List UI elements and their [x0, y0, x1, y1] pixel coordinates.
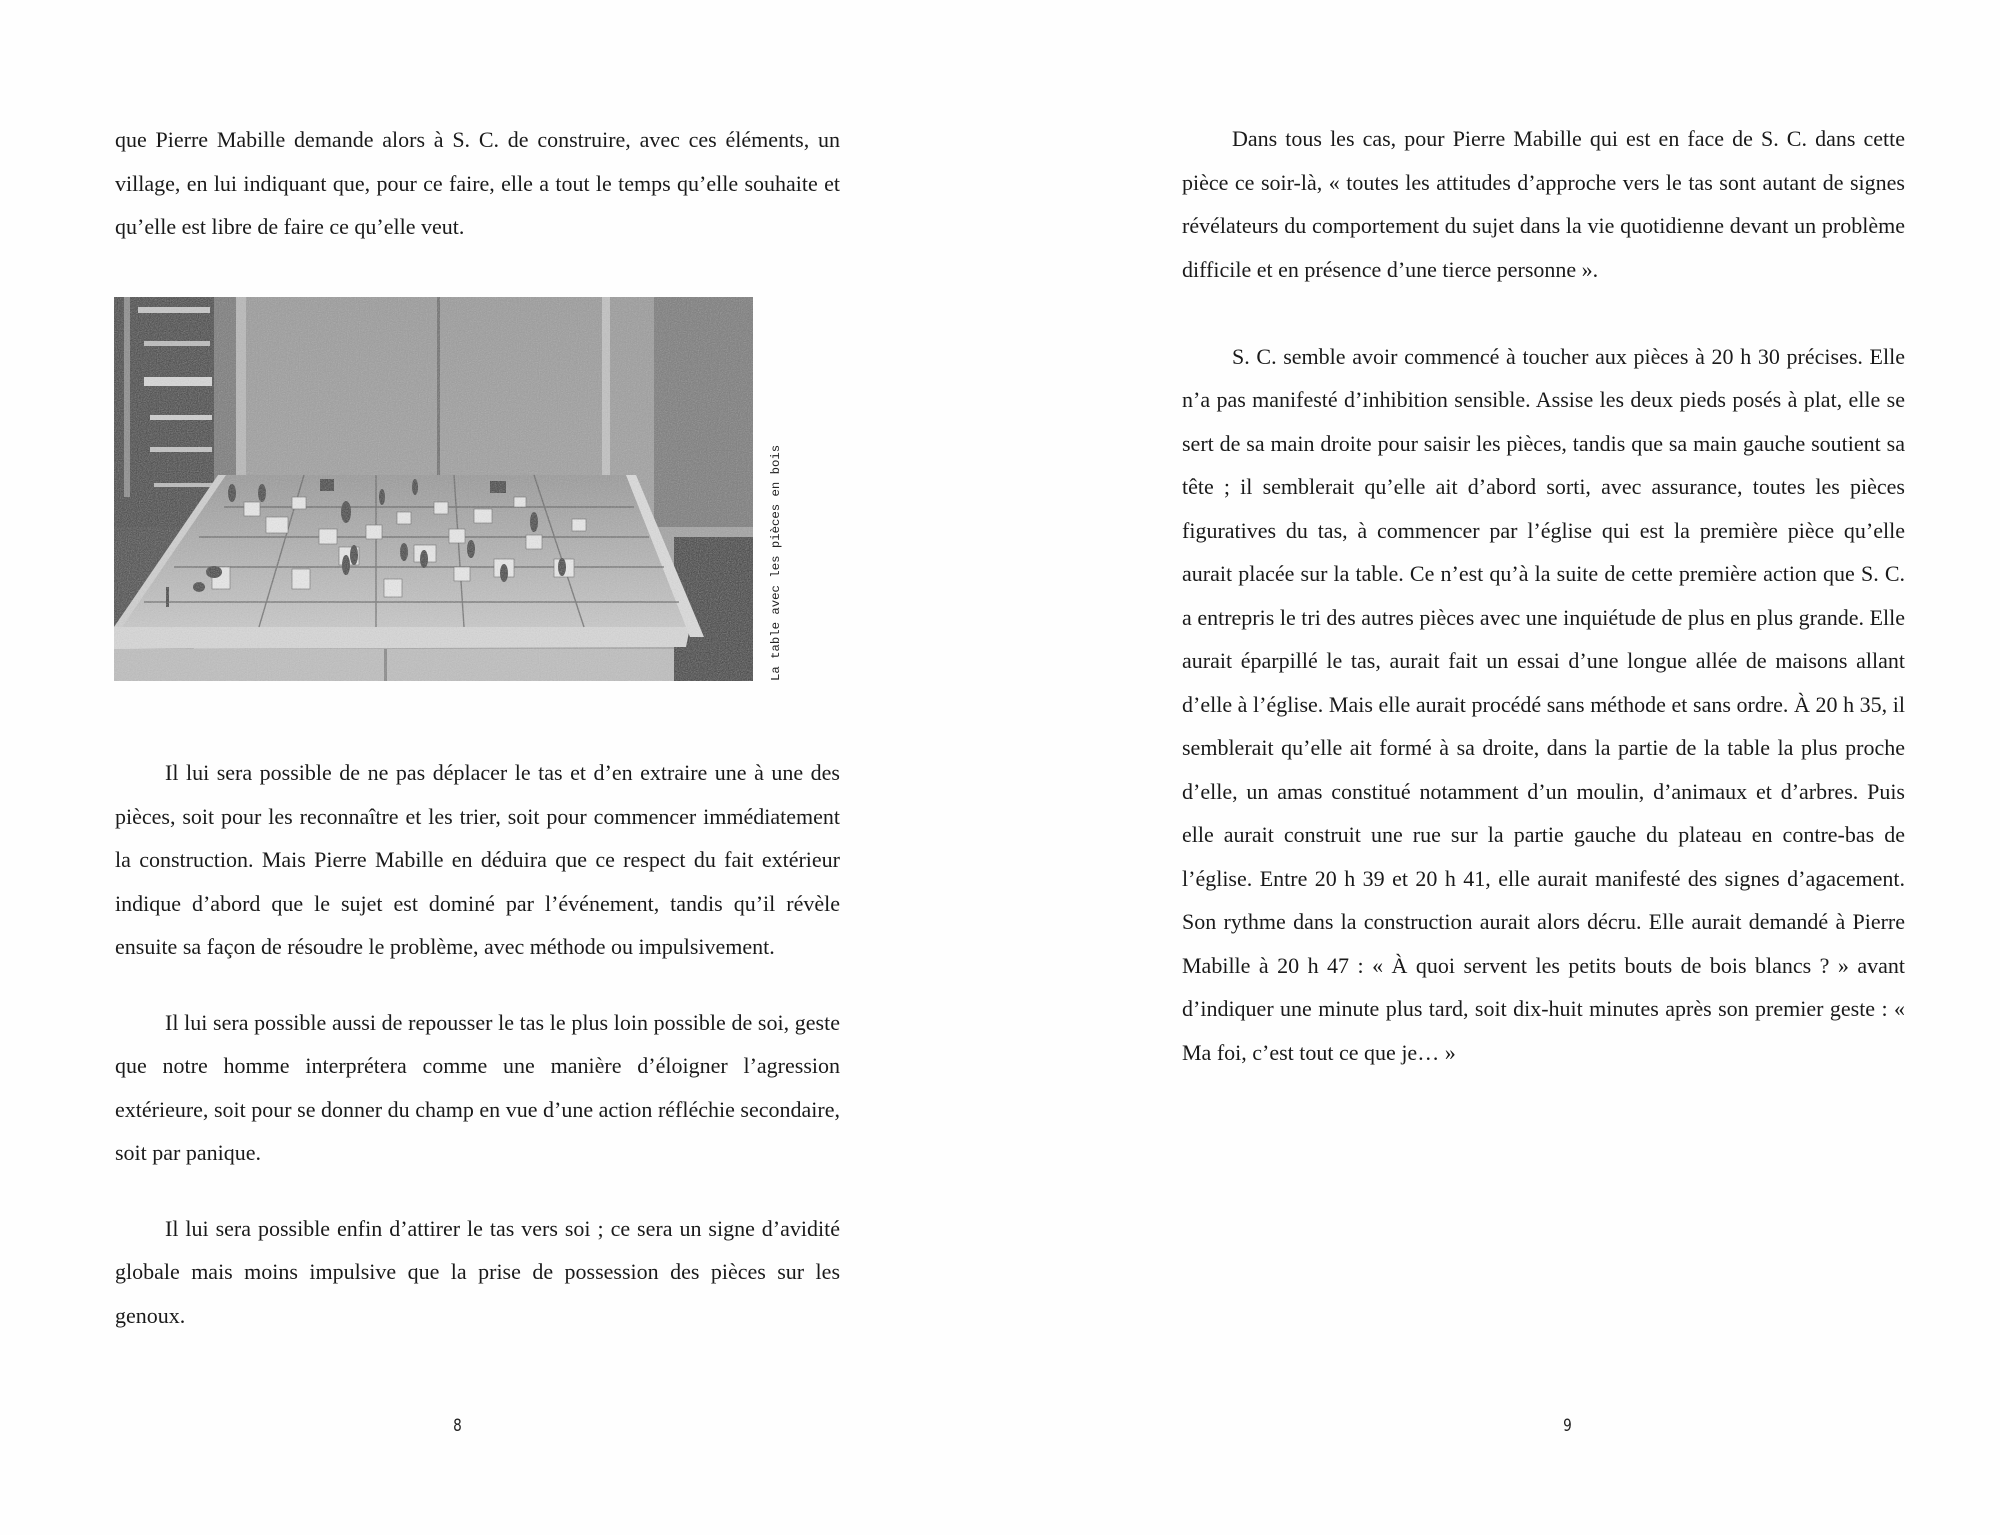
photo-table-wooden-pieces: [114, 297, 753, 681]
figure: [114, 297, 783, 681]
paragraph: Dans tous les cas, pour Pierre Mabille qui est en face de S. C. dans cette pièce ce soir-là, « toutes les attitudes d’approche vers le tas sont autant de signes révélateurs du comportement du sujet dans la vie quotidienne devant un problème difficile et en présence d’une tierce personne ».: [1182, 126, 1905, 282]
left-page-opening-text: [115, 118, 840, 249]
page-number: 9: [1563, 1416, 1572, 1436]
right-page-body-text: [1182, 117, 1905, 1074]
paragraph: Il lui sera possible aussi de repousser le tas le plus loin possible de soi, geste que notre homme interprétera comme une manière d’éloigner l’agression extérieure, soit pour se donner du champ en vue d’une action réfléchie secondaire, soit par panique.: [115, 1009, 840, 1165]
photo-illustration: [114, 297, 753, 681]
paragraph: que Pierre Mabille demande alors à S. C. de construire, avec ces éléments, un village, en lui indiquant que, pour ce faire, elle a tout le temps qu’elle souhaite et qu’elle est libre de faire ce qu’elle veut.: [115, 127, 840, 239]
page-number: 8: [453, 1416, 462, 1436]
paragraph: S. C. semble avoir commencé à toucher aux pièces à 20 h 30 précises. Elle n’a pas manifesté d’inhibition sensible. Assise les deux pieds posés à plat, elle se sert de sa main droite pour saisir les pièces, tandis que sa main gauche soutient sa tête ; il semblerait qu’elle ait d’abord sorti, avec assurance, toutes les pièces figuratives du tas, à commencer par l’église qui est la première pièce qu’elle aurait placée sur la table. Ce n’est qu’à la suite de cette première action que S. C. a entrepris le tri des autres pièces avec une inquiétude de plus en plus grande. Elle aurait éparpillé le tas, aurait fait un essai d’une longue allée de maisons allant d’elle à l’église. Mais elle aurait procédé sans méthode et sans ordre. À 20 h 35, il semblerait qu’elle ait formé à sa droite, dans la partie de la table la plus proche d’elle, un amas constitué notamment d’un moulin, d’animaux et d’arbres. Puis elle aurait construit une rue sur la partie gauche du plateau en contre-bas de l’église. Entre 20 h 39 et 20 h 41, elle aurait manifesté des signes d’agacement. Son rythme dans la construction aurait alors décru. Elle aurait demandé à Pierre Mabille à 20 h 47 : « À quoi servent les petits bouts de bois blancs ? » avant d’indiquer une minute plus tard, soit dix-huit minutes après son premier geste : « Ma foi, c’est tout ce que je… »: [1182, 343, 1905, 1065]
paragraph: Il lui sera possible enfin d’attirer le tas vers soi ; ce sera un signe d’avidité globale mais moins impulsive que la prise de possession des pièces sur les genoux.: [115, 1215, 840, 1328]
left-page-body-text: [115, 751, 840, 1337]
figure-caption: La table avec les pièces en bois: [769, 444, 783, 681]
right-page: [1000, 0, 2000, 1535]
paragraph: Il lui sera possible de ne pas déplacer le tas et d’en extraire une à une des pièces, soit pour les reconnaître et les trier, soit pour commencer immédiatement la construction. Mais Pierre Mabille en déduira que ce respect du fait extérieur indique d’abord que le sujet est dominé par l’événement, tandis qu’il révèle ensuite sa façon de résoudre le problème, avec méthode ou impulsivement.: [115, 760, 840, 959]
